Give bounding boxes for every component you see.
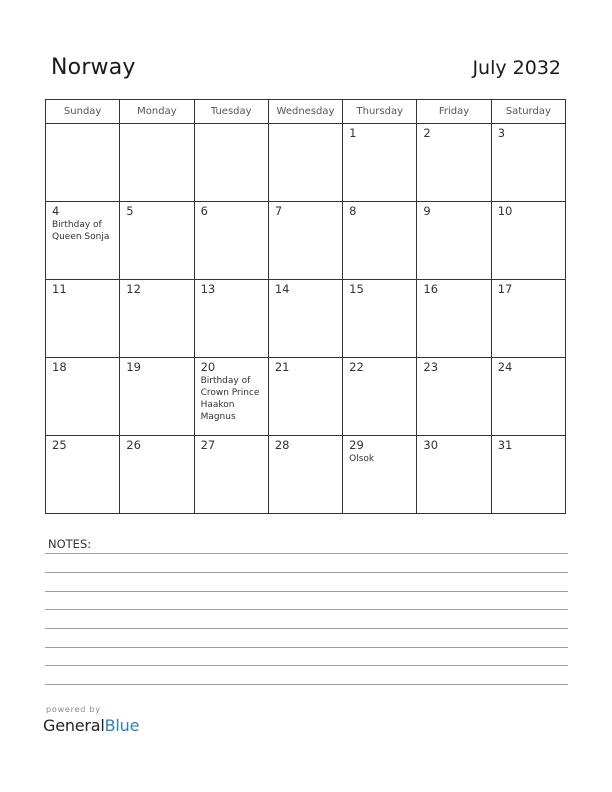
day-cell: [46, 358, 120, 436]
day-number: 5: [126, 204, 134, 218]
day-number: [120, 124, 193, 127]
day-number: [46, 124, 119, 127]
day-cell: [194, 202, 268, 280]
note-line: [45, 609, 568, 610]
day-number: 23: [423, 360, 439, 374]
weekday-header-row: [46, 100, 566, 124]
week-row: [46, 436, 566, 514]
month-year-title: July 2032: [472, 57, 561, 79]
day-cell: [120, 436, 194, 514]
day-cell: [491, 202, 565, 280]
day-cell: [268, 202, 342, 280]
note-line: [45, 572, 568, 573]
day-number: 24: [497, 360, 513, 374]
day-cell: [417, 124, 491, 202]
day-number: 1: [349, 126, 357, 140]
week-row: [46, 358, 566, 436]
day-cell: [268, 280, 342, 358]
day-cell: [120, 124, 194, 202]
day-number: 13: [200, 282, 216, 296]
day-cell: [194, 358, 268, 436]
note-line: [45, 553, 568, 554]
day-cell: [194, 124, 268, 202]
week-row: [46, 124, 566, 202]
day-number: 19: [126, 360, 141, 374]
note-line: [45, 647, 568, 648]
day-cell: [46, 280, 120, 358]
holiday-label: Birthday of Crown Prince Haakon Magnus: [200, 376, 260, 422]
day-cell: [417, 358, 491, 436]
day-number: 29: [349, 438, 364, 452]
day-number: 2: [423, 126, 431, 140]
day-cell: [491, 124, 565, 202]
day-number: 10: [497, 204, 513, 218]
weekday-header: Tuesday: [194, 100, 268, 124]
day-number: 11: [52, 282, 67, 296]
day-number: 7: [274, 204, 283, 218]
day-number: 20: [200, 360, 216, 374]
day-number: 15: [349, 282, 364, 296]
day-number: 12: [126, 282, 141, 296]
day-number: 6: [200, 204, 208, 218]
day-cell: [194, 280, 268, 358]
day-cell: [343, 202, 417, 280]
notes-label: NOTES:: [48, 537, 92, 551]
day-cell: [268, 124, 342, 202]
calendar-grid: [45, 99, 566, 514]
day-number: 3: [497, 126, 506, 140]
generalblue-logo: [43, 716, 139, 735]
day-number: 26: [126, 438, 141, 452]
day-cell: [343, 280, 417, 358]
day-cell: [417, 436, 491, 514]
brand-general: General: [43, 716, 105, 735]
day-number: 22: [349, 360, 364, 374]
day-number: 28: [274, 438, 290, 452]
day-number: 30: [423, 438, 439, 452]
day-cell: [120, 280, 194, 358]
powered-by-text: powered by: [46, 705, 101, 714]
weekday-header: Sunday: [46, 100, 120, 124]
weekday-header: Monday: [120, 100, 194, 124]
day-cell: [491, 436, 565, 514]
day-cell: [491, 358, 565, 436]
day-cell: [417, 280, 491, 358]
day-cell: [120, 202, 194, 280]
day-cell: [343, 124, 417, 202]
day-number: 25: [52, 438, 67, 452]
day-number: 31: [497, 438, 513, 452]
day-number: 4: [52, 204, 60, 218]
brand-blue: Blue: [104, 716, 140, 735]
weekday-header: Friday: [417, 100, 491, 124]
holiday-label: Birthday of Queen Sonja: [52, 220, 110, 242]
day-cell: [268, 436, 342, 514]
day-number: [195, 124, 268, 127]
note-line: [45, 684, 568, 685]
day-cell: [268, 358, 342, 436]
note-line: [45, 591, 568, 592]
day-number: 27: [200, 438, 216, 452]
weekday-header: Thursday: [343, 100, 417, 124]
day-number: 8: [349, 204, 357, 218]
day-cell: [46, 124, 120, 202]
day-cell: [343, 436, 417, 514]
day-number: 21: [274, 360, 290, 374]
day-number: 9: [423, 204, 431, 218]
day-cell: [46, 436, 120, 514]
day-cell: [417, 202, 491, 280]
note-line: [45, 665, 568, 666]
day-number: [269, 124, 342, 127]
week-row: [46, 202, 566, 280]
day-cell: [491, 280, 565, 358]
day-number: 16: [423, 282, 439, 296]
weekday-header: Wednesday: [268, 100, 342, 124]
day-cell: [120, 358, 194, 436]
weekday-header: Saturday: [491, 100, 565, 124]
week-row: [46, 280, 566, 358]
day-number: 17: [497, 282, 513, 296]
country-title: Norway: [51, 55, 136, 80]
day-number: 18: [52, 360, 67, 374]
day-cell: [194, 436, 268, 514]
note-line: [45, 628, 568, 629]
day-cell: [46, 202, 120, 280]
day-number: 14: [274, 282, 290, 296]
holiday-label: Olsok: [349, 454, 375, 464]
day-cell: [343, 358, 417, 436]
